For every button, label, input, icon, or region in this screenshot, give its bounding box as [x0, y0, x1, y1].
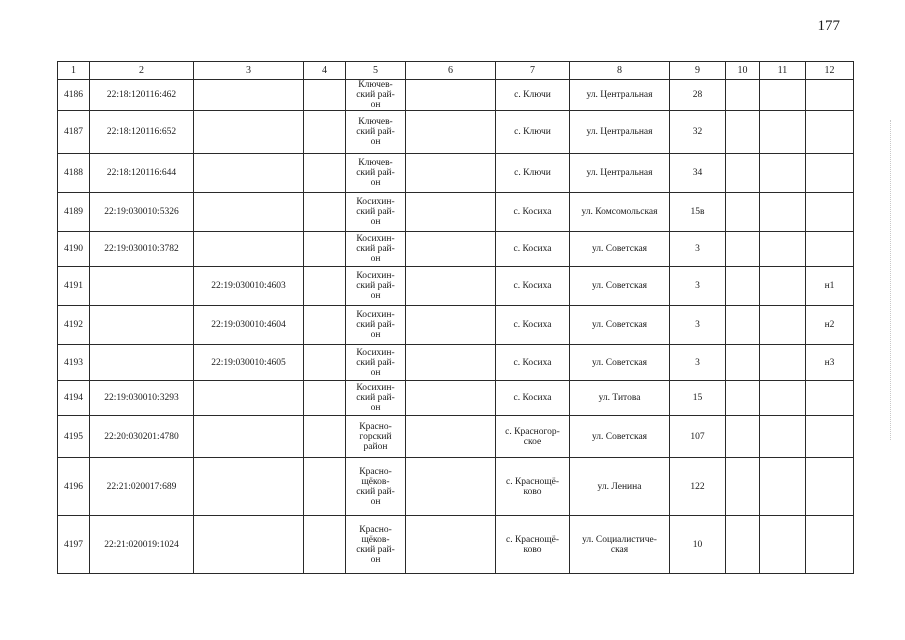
column-6-cell [406, 458, 496, 516]
note-cell: н1 [806, 267, 854, 306]
district-cell: Красно- горский район [346, 416, 406, 458]
street-cell: ул. Советская [570, 416, 670, 458]
cadastral-number-cell: 22:19:030010:3782 [90, 232, 194, 267]
district-cell: Косихин- ский рай- он [346, 193, 406, 232]
column-11-cell [760, 381, 806, 416]
house-number-cell: 34 [670, 154, 726, 193]
table-row [58, 267, 854, 306]
header-row [58, 62, 854, 80]
column-4-cell [304, 193, 346, 232]
street-cell: ул. Советская [570, 232, 670, 267]
column-11-cell [760, 458, 806, 516]
column-header-9: 9 [670, 62, 726, 80]
property-register-table [57, 61, 854, 574]
cadastral-number-parcel-cell [194, 80, 304, 111]
district-cell: Ключев- ский рай- он [346, 111, 406, 154]
cadastral-number-cell: 22:18:120116:644 [90, 154, 194, 193]
house-number-cell: 28 [670, 80, 726, 111]
house-number-cell: 3 [670, 306, 726, 345]
house-number-cell: 122 [670, 458, 726, 516]
column-11-cell [760, 154, 806, 193]
settlement-cell: с. Косиха [496, 306, 570, 345]
column-header-11: 11 [760, 62, 806, 80]
column-11-cell [760, 80, 806, 111]
settlement-cell: с. Косиха [496, 345, 570, 381]
settlement-cell: с. Ключи [496, 154, 570, 193]
cadastral-number-cell: 22:18:120116:652 [90, 111, 194, 154]
settlement-cell: с. Краснощё- ково [496, 458, 570, 516]
table-row [58, 80, 854, 111]
column-4-cell [304, 458, 346, 516]
cadastral-number-cell [90, 306, 194, 345]
column-6-cell [406, 306, 496, 345]
note-cell [806, 193, 854, 232]
column-4-cell [304, 516, 346, 574]
note-cell [806, 381, 854, 416]
page-number: 177 [817, 18, 840, 34]
column-6-cell [406, 154, 496, 193]
note-cell [806, 458, 854, 516]
settlement-cell: с. Косиха [496, 193, 570, 232]
row-number-cell: 4197 [58, 516, 90, 574]
cadastral-number-parcel-cell [194, 416, 304, 458]
table-row [58, 154, 854, 193]
street-cell: ул. Титова [570, 381, 670, 416]
settlement-cell: с. Косиха [496, 381, 570, 416]
column-10-cell [726, 193, 760, 232]
column-header-8: 8 [570, 62, 670, 80]
column-10-cell [726, 80, 760, 111]
cadastral-number-cell: 22:19:030010:3293 [90, 381, 194, 416]
column-4-cell [304, 232, 346, 267]
column-11-cell [760, 516, 806, 574]
settlement-cell: с. Косиха [496, 267, 570, 306]
column-10-cell [726, 345, 760, 381]
table-row [58, 232, 854, 267]
column-6-cell [406, 80, 496, 111]
note-cell [806, 516, 854, 574]
settlement-cell: с. Ключи [496, 111, 570, 154]
cadastral-number-cell: 22:18:120116:462 [90, 80, 194, 111]
note-cell [806, 111, 854, 154]
street-cell: ул. Центральная [570, 154, 670, 193]
column-11-cell [760, 306, 806, 345]
note-cell [806, 80, 854, 111]
column-header-2: 2 [90, 62, 194, 80]
column-6-cell [406, 416, 496, 458]
district-cell: Красно- щёков- ский рай- он [346, 516, 406, 574]
cadastral-number-cell: 22:21:020017:689 [90, 458, 194, 516]
row-number-cell: 4193 [58, 345, 90, 381]
column-10-cell [726, 516, 760, 574]
note-cell: н3 [806, 345, 854, 381]
column-6-cell [406, 111, 496, 154]
street-cell: ул. Комсомольская [570, 193, 670, 232]
street-cell: ул. Центральная [570, 80, 670, 111]
column-10-cell [726, 381, 760, 416]
house-number-cell: 32 [670, 111, 726, 154]
column-6-cell [406, 345, 496, 381]
street-cell: ул. Социалистиче- ская [570, 516, 670, 574]
table-row [58, 306, 854, 345]
column-4-cell [304, 154, 346, 193]
column-11-cell [760, 193, 806, 232]
house-number-cell: 15в [670, 193, 726, 232]
district-cell: Ключев- ский рай- он [346, 154, 406, 193]
column-6-cell [406, 193, 496, 232]
column-10-cell [726, 232, 760, 267]
column-4-cell [304, 345, 346, 381]
table-row [58, 416, 854, 458]
column-4-cell [304, 111, 346, 154]
street-cell: ул. Советская [570, 306, 670, 345]
row-number-cell: 4186 [58, 80, 90, 111]
cadastral-number-parcel-cell [194, 516, 304, 574]
column-6-cell [406, 381, 496, 416]
column-header-4: 4 [304, 62, 346, 80]
district-cell: Косихин- ский рай- он [346, 345, 406, 381]
cadastral-number-parcel-cell [194, 458, 304, 516]
column-header-12: 12 [806, 62, 854, 80]
column-10-cell [726, 267, 760, 306]
column-header-6: 6 [406, 62, 496, 80]
row-number-cell: 4196 [58, 458, 90, 516]
cadastral-number-parcel-cell [194, 381, 304, 416]
house-number-cell: 3 [670, 267, 726, 306]
table-row [58, 381, 854, 416]
row-number-cell: 4192 [58, 306, 90, 345]
cadastral-number-cell: 22:20:030201:4780 [90, 416, 194, 458]
street-cell: ул. Советская [570, 267, 670, 306]
column-header-10: 10 [726, 62, 760, 80]
cadastral-number-parcel-cell: 22:19:030010:4603 [194, 267, 304, 306]
table-row [58, 516, 854, 574]
cadastral-number-parcel-cell [194, 232, 304, 267]
row-number-cell: 4191 [58, 267, 90, 306]
cadastral-number-cell: 22:19:030010:5326 [90, 193, 194, 232]
district-cell: Косихин- ский рай- он [346, 306, 406, 345]
district-cell: Косихин- ский рай- он [346, 381, 406, 416]
house-number-cell: 15 [670, 381, 726, 416]
row-number-cell: 4188 [58, 154, 90, 193]
column-10-cell [726, 111, 760, 154]
column-header-7: 7 [496, 62, 570, 80]
settlement-cell: с. Ключи [496, 80, 570, 111]
district-cell: Красно- щёков- ский рай- он [346, 458, 406, 516]
street-cell: ул. Ленина [570, 458, 670, 516]
table-row [58, 345, 854, 381]
column-6-cell [406, 232, 496, 267]
table-row [58, 458, 854, 516]
column-4-cell [304, 306, 346, 345]
table-row [58, 193, 854, 232]
cadastral-number-cell [90, 267, 194, 306]
district-cell: Косихин- ский рай- он [346, 267, 406, 306]
column-6-cell [406, 267, 496, 306]
table-body [58, 80, 854, 574]
cadastral-number-parcel-cell: 22:19:030010:4604 [194, 306, 304, 345]
note-cell [806, 154, 854, 193]
column-header-3: 3 [194, 62, 304, 80]
column-11-cell [760, 267, 806, 306]
column-10-cell [726, 306, 760, 345]
row-number-cell: 4194 [58, 381, 90, 416]
column-11-cell [760, 416, 806, 458]
district-cell: Косихин- ский рай- он [346, 232, 406, 267]
row-number-cell: 4195 [58, 416, 90, 458]
cadastral-number-parcel-cell: 22:19:030010:4605 [194, 345, 304, 381]
cadastral-number-parcel-cell [194, 111, 304, 154]
house-number-cell: 3 [670, 345, 726, 381]
column-11-cell [760, 111, 806, 154]
note-cell: н2 [806, 306, 854, 345]
house-number-cell: 3 [670, 232, 726, 267]
cadastral-number-cell [90, 345, 194, 381]
column-10-cell [726, 154, 760, 193]
settlement-cell: с. Косиха [496, 232, 570, 267]
column-4-cell [304, 80, 346, 111]
margin-mark [890, 120, 892, 440]
street-cell: ул. Центральная [570, 111, 670, 154]
column-4-cell [304, 416, 346, 458]
column-10-cell [726, 458, 760, 516]
cadastral-number-cell: 22:21:020019:1024 [90, 516, 194, 574]
row-number-cell: 4190 [58, 232, 90, 267]
street-cell: ул. Советская [570, 345, 670, 381]
column-11-cell [760, 232, 806, 267]
settlement-cell: с. Краснощё- ково [496, 516, 570, 574]
row-number-cell: 4189 [58, 193, 90, 232]
cadastral-number-parcel-cell [194, 193, 304, 232]
column-10-cell [726, 416, 760, 458]
cadastral-number-parcel-cell [194, 154, 304, 193]
house-number-cell: 10 [670, 516, 726, 574]
table-row [58, 111, 854, 154]
column-11-cell [760, 345, 806, 381]
settlement-cell: с. Красногор- ское [496, 416, 570, 458]
column-4-cell [304, 381, 346, 416]
note-cell [806, 416, 854, 458]
house-number-cell: 107 [670, 416, 726, 458]
district-cell: Ключев- ский рай- он [346, 80, 406, 111]
column-header-1: 1 [58, 62, 90, 80]
row-number-cell: 4187 [58, 111, 90, 154]
column-4-cell [304, 267, 346, 306]
note-cell [806, 232, 854, 267]
column-header-5: 5 [346, 62, 406, 80]
column-6-cell [406, 516, 496, 574]
